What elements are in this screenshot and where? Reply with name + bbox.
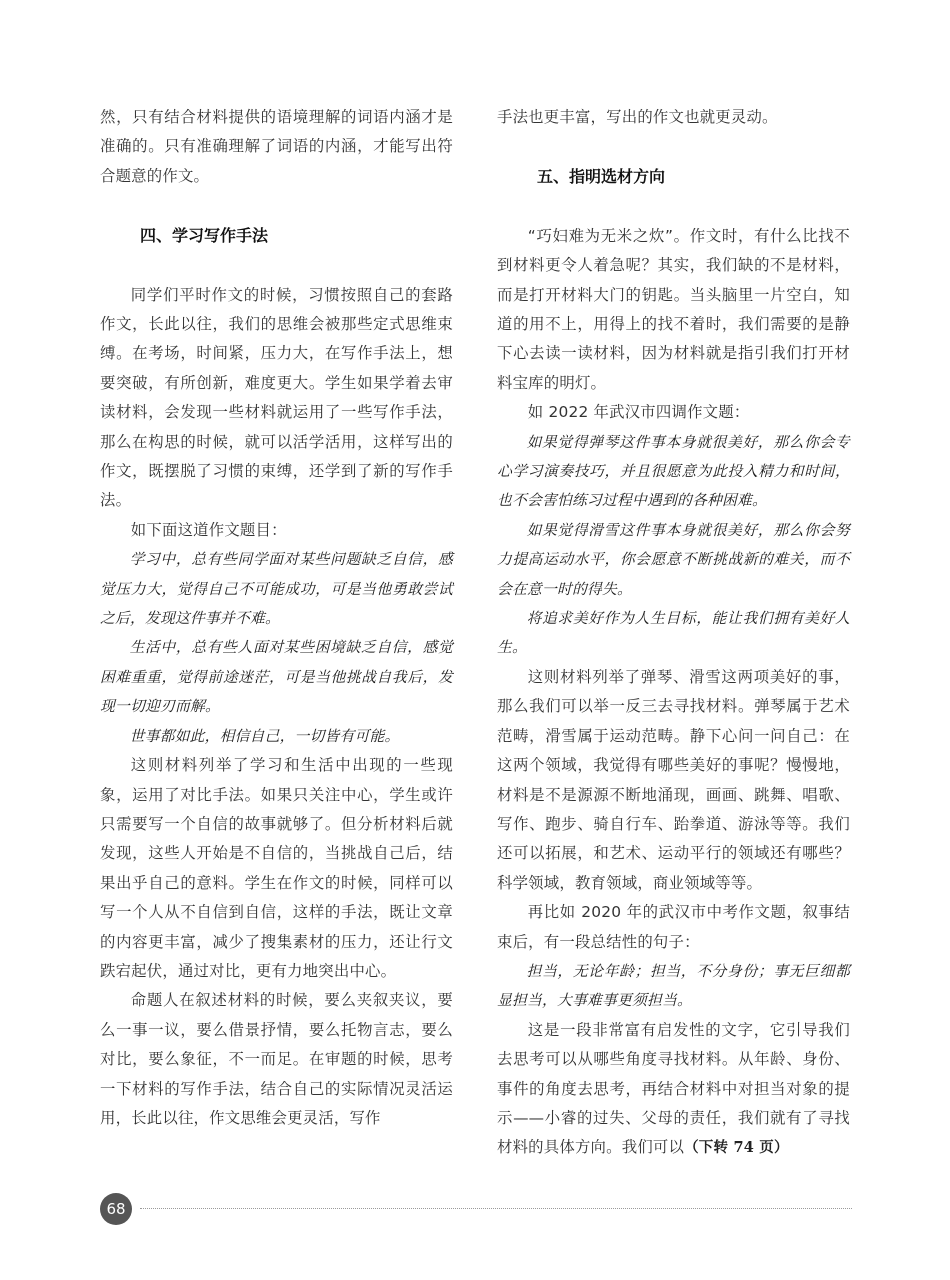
left-quote-life: 生活中，总有些人面对某些困境缺乏自信，感觉困难重重，觉得前途迷茫，可是当他挑战自我后，发现一切迎刃而解。 <box>100 639 453 716</box>
right-paragraph-example-2022: 如 2022 年武汉市四调作文题： <box>527 403 750 422</box>
footer-dotted-rule <box>140 1208 852 1209</box>
guidance-text: 这是一段非常富有启发性的文字，它引导我们去思考可以从哪些角度寻找材料。从年龄、身份、事件的角度去思考，再结合材料中对担当对象的提示——小睿的过失、父母的责任，我们就有了寻找材料的具体方向。我们可以 <box>497 1020 850 1157</box>
left-paragraph-habits: 同学们平时作文的时候，习惯按照自己的套路作文，长此以往，我们的思维会被那些定式思维束缚。在考场，时间紧，压力大，在写作手法上，想要突破，有所创新，难度更大。学生如果学着去审读材料，会发现一些材料就运用了一些写作手法，那么在构思的时候，就可以活学活用，这样写出的作文，既摆脱了习惯的束缚，还学到了新的写作手法。 <box>100 285 453 510</box>
continued-note: （下转 74 页） <box>684 1139 789 1157</box>
right-paragraph-example-2020: 再比如 2020 年的武汉市中考作文题，叙事结束后，有一段总结性的句子： <box>497 903 850 951</box>
right-quote-goal: 将追求美好作为人生目标，能让我们拥有美好人生。 <box>497 610 850 657</box>
right-quote-skiing: 如果觉得滑雪这件事本身就很美好，那么你会努力提高运动水平，你会愿意不断挑战新的难关，而不会在意一时的得失。 <box>497 521 850 598</box>
section-heading-five: 五、指明选材方向 <box>537 167 666 187</box>
page-footer <box>100 1193 852 1225</box>
left-paragraph-techniques: 命题人在叙述材料的时候，要么夹叙夹议，要么一事一议，要么借景抒情，要么托物言志，要么对比，要么象征，不一而足。在审题的时候，思考一下材料的写作手法，结合自己的实际情况灵活运用，长此以往，作文思维会更灵活，写作 <box>100 991 453 1127</box>
section-heading-four: 四、学习写作手法 <box>140 226 269 246</box>
right-column <box>497 103 850 1163</box>
right-paragraph-materials: “巧妇难为无米之炊”。作文时，有什么比找不到材料更令人着急呢？其实，我们缺的不是材料，而是打开材料大门的钥匙。当头脑里一片空白，知道的用不上，用得上的找不着时，我们需要的是静下心去读一读材料，因为材料就是指引我们打开材料宝库的明灯。 <box>497 226 850 392</box>
left-paragraph-analysis: 这则材料列举了学习和生活中出现的一些现象，运用了对比手法。如果只关注中心，学生或许只需要写一个自信的故事就够了。但分析材料后就发现，这些人开始是不自信的，当挑战自己后，结果出乎自己的意料。学生在作文的时候，同样可以写一个人从不自信到自信，这样的手法，既让文章的内容更丰富，减少了搜集素材的压力，还让行文跌宕起伏，通过对比，更有力地突出中心。 <box>100 756 453 980</box>
right-quote-responsibility: 担当，无论年龄；担当，不分身份；事无巨细都显担当，大事难事更须担当。 <box>497 962 850 1010</box>
right-quote-piano: 如果觉得弹琴这件事本身就很美好，那么你会专心学习演奏技巧，并且很愿意为此投入精力和时间，也不会害怕练习过程中遇到的各种困难。 <box>497 433 850 510</box>
right-paragraph-continued: 手法也更丰富，写出的作文也就更灵动。 <box>497 108 778 126</box>
left-paragraph-continued: 然，只有结合材料提供的语境理解的词语内涵才是准确的。只有准确理解了词语的内涵，才能写出符合题意的作文。 <box>100 108 453 185</box>
left-column <box>100 103 453 1133</box>
right-paragraph-guidance <box>497 1016 850 1163</box>
page-number-badge: 68 <box>100 1193 132 1225</box>
right-paragraph-analysis: 这则材料列举了弹琴、滑雪这两项美好的事，那么我们可以举一反三去寻找材料。弹琴属于艺术范畴，滑雪属于运动范畴。静下心问一问自己：在这两个领域，我觉得有哪些美好的事呢？慢慢地，材料是不是源源不断地涌现，画画、跳舞、唱歌、写作、跑步、骑自行车、跆拳道、游泳等等。我们还可以拓展，和艺术、运动平行的领域还有哪些？科学领域，教育领域，商业领域等等。 <box>497 667 850 892</box>
left-quote-study: 学习中，总有些同学面对某些问题缺乏自信，感觉压力大，觉得自己不可能成功，可是当他勇敢尝试之后，发现这件事并不难。 <box>100 551 453 628</box>
left-paragraph-example-intro: 如下面这道作文题目： <box>130 520 287 539</box>
left-quote-conclusion: 世事都如此，相信自己，一切皆有可能。 <box>129 727 400 745</box>
